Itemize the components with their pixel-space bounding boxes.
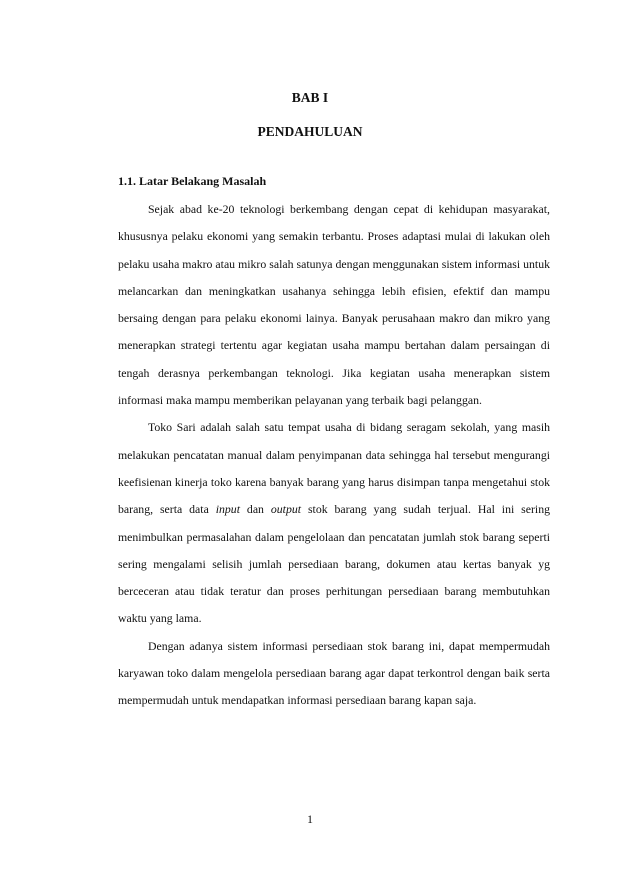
paragraph-3: Dengan adanya sistem informasi persediaan stok barang ini, dapat mempermudah karyawan toko dalam mengelola persediaan barang agar dapat terkontrol dengan baik serta mempermudah untuk mendapatkan informasi persediaan barang kapan saja. bbox=[118, 638, 550, 708]
chapter-title: PENDAHULUAN bbox=[257, 124, 363, 139]
page-number: 1 bbox=[307, 812, 313, 826]
italic-term-input: input bbox=[215, 502, 240, 517]
paragraph-2-part-1: Toko Sari adalah salah satu tempat usaha di bidang seragam sekolah, yang masih melakukan pencatatan manual dalam penyimpanan data sehingga hal tersebut mengurangi keefisienan kinerja toko karena banyak barang yang harus disimpan tanpa mengetahui stok barang, serta data bbox=[118, 420, 550, 517]
paragraph-2-part-3: stok barang yang sudah terjual. Hal ini sering menimbulkan permasalahan dalam pengelolaan dan pencatatan jumlah stok barang seperti sering mengalami selisih jumlah persediaan barang, dokumen atau kertas banyak yg berceceran atau tidak teratur dan proses perhitungan persediaan barang membutuhkan waktu yang lama. bbox=[118, 502, 550, 626]
paragraph-2 bbox=[118, 414, 550, 632]
paragraph-2-part-2: dan bbox=[240, 502, 271, 517]
chapter-number: BAB I bbox=[291, 90, 329, 105]
italic-term-output: output bbox=[270, 502, 302, 517]
body-text bbox=[118, 196, 550, 715]
paragraph-1: Sejak abad ke-20 teknologi berkembang dengan cepat di kehidupan masyarakat, khususnya pelaku ekonomi yang semakin terbantu. Proses adaptasi mulai di lakukan oleh pelaku usaha makro atau mikro salah satunya dengan menggunakan sistem informasi untuk melancarkan dan meningkatkan usahanya sehingga lebih efisien, efektif dan mampu bersaing dengan para pelaku ekonomi lainya. Banyak perusahaan makro dan mikro yang menerapkan strategi tertentu agar kegiatan usaha mampu bertahan dalam persaingan di tengah derasnya perkembangan teknologi. Jika kegiatan usaha menerapkan sistem informasi maka mampu memberikan pelayanan yang terbaik bagi pelanggan. bbox=[118, 202, 550, 408]
section-heading: 1.1. Latar Belakang Masalah bbox=[118, 174, 267, 188]
